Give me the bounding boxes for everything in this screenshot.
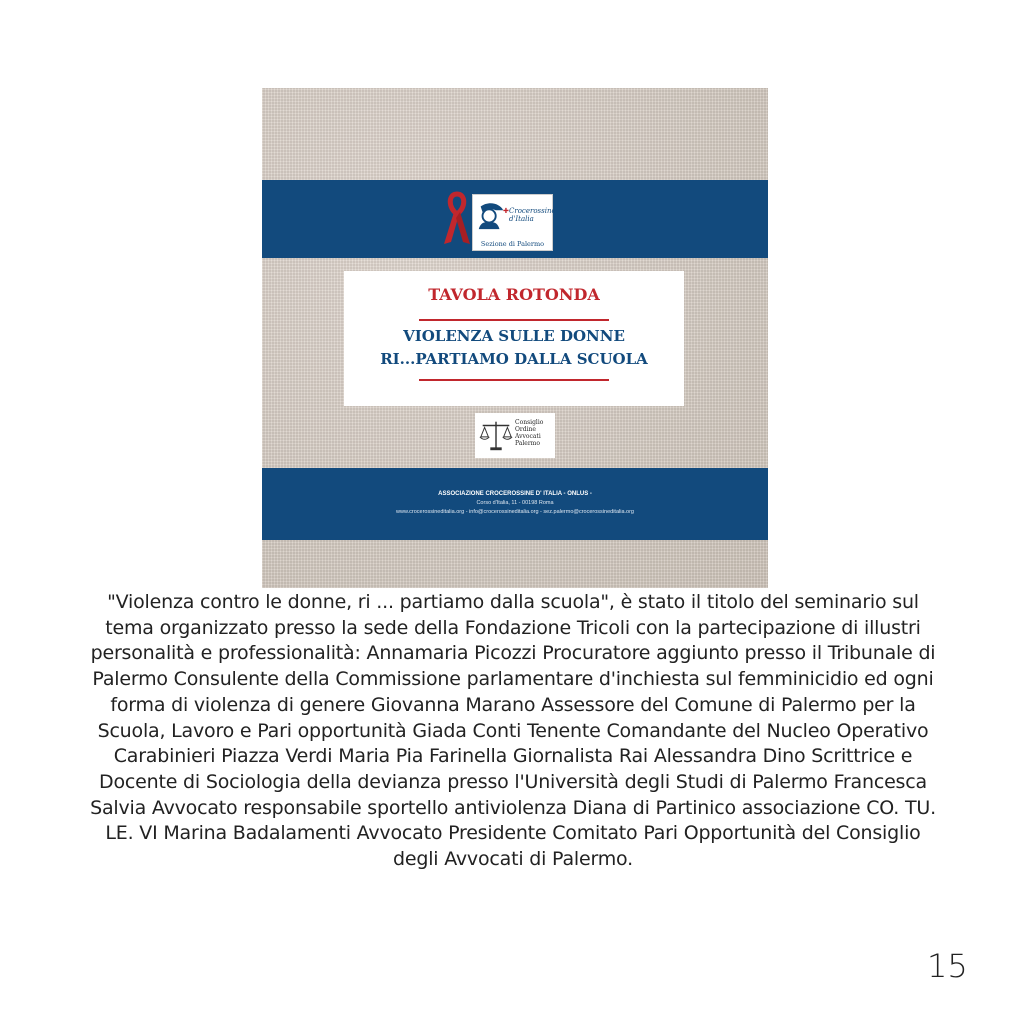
flyer-footer-band <box>262 468 768 540</box>
scales-of-justice-icon <box>477 416 515 454</box>
article-paragraph: "Violenza contro le donne, ri ... partiamo dalla scuola", è stato il titolo del seminario sul tema organizzato presso la sede della Fondazione Tricoli con la partecipazione di illustri personalità e professionalità: Annamaria Picozzi Procuratore aggiunto presso il Tribunale di Palermo Consulente della Commissione parlamentare d'inchiesta sul femminicidio ed ogni forma di violenza di genere Giovanna Marano Assessore del Comune di Palermo per la Scuola, Lavoro e Pari opportunità Giada Conti Tenente Comandante del Nucleo Operativo Carabinieri Piazza Verdi Maria Pia Farinella Giornalista Rai Alessandra Dino Scrittrice e Docente di Sociologia della devianza presso l'Università degli Studi di Palermo Francesca Salvia Avvocato responsabile sportello antiviolenza Diana di Partinico associazione CO. TU. LE. VI Marina Badalamenti Avvocato Presidente Comitato Pari Opportunità del Consiglio degli Avvocati di Palermo. <box>90 591 936 871</box>
title-card <box>344 271 684 406</box>
bar-council-logo <box>475 413 555 458</box>
top-divider <box>419 319 609 321</box>
coa-line: Avvocati <box>515 433 541 440</box>
coa-line: Consiglio <box>515 419 544 426</box>
red-cross-icon: ✚ <box>503 207 509 215</box>
red-ribbon-icon <box>442 188 472 248</box>
coa-line: Palermo <box>515 440 540 447</box>
bar-council-text <box>515 419 543 447</box>
logo-section-text: Sezione di Palermo <box>480 240 545 248</box>
coa-line: Ordine <box>515 426 536 433</box>
event-heading: TAVOLA ROTONDA <box>428 285 600 304</box>
crocerossine-logo <box>472 194 556 251</box>
event-subtitle-line2: RI...PARTIAMO DALLA SCUOLA <box>380 350 648 368</box>
footer-organization: ASSOCIAZIONE CROCEROSSINE D' ITALIA - ONLUS - <box>438 491 592 497</box>
flyer-top-band <box>262 180 768 258</box>
page-number: 15 <box>927 947 968 985</box>
logo-brand-text: Crocerossine d'Italia <box>509 207 556 223</box>
bottom-divider <box>419 379 609 381</box>
footer-address: Corso d'Italia, 11 - 00198 Roma <box>476 500 554 506</box>
event-subtitle-line1: VIOLENZA SULLE DONNE <box>403 327 625 345</box>
nurse-silhouette-icon <box>475 199 507 231</box>
event-flyer-image <box>262 88 768 588</box>
footer-contacts: www.crocerossineditalia.org - info@crocerossineditalia.org - sez.palermo@crocerossineditalia.org <box>396 509 634 515</box>
